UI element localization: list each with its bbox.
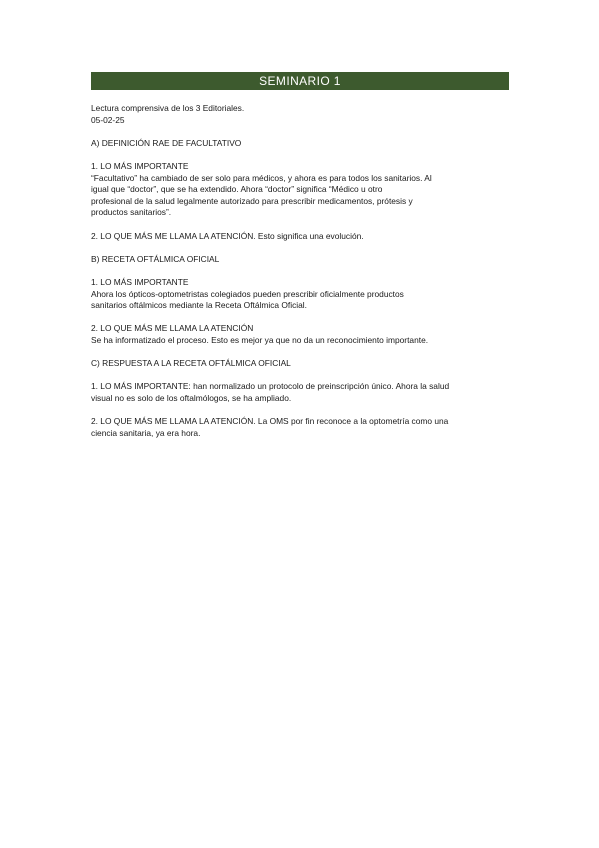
section-a-item1-line: productos sanitarios”.: [91, 207, 172, 218]
section-c-item2-line: 2. LO QUE MÁS ME LLAMA LA ATENCIÓN. La OMS por fin reconoce a la optometría como una: [91, 416, 449, 427]
section-a-item1-line: profesional de la salud legalmente autorizado para prescribir medicamentos, prótesis y: [91, 195, 413, 206]
section-b-item2-line: Se ha informatizado el proceso. Esto es mejor ya que no da un reconocimiento importante.: [91, 334, 429, 345]
intro-line: Lectura comprensiva de los 3 Editoriales.: [91, 103, 245, 113]
section-a-heading: A) DEFINICIÓN RAE DE FACULTATIVO: [91, 137, 242, 148]
section-a-item1-line: “Facultativo” ha cambiado de ser solo para médicos, y ahora es para todos los sanitarios. Al: [91, 172, 432, 183]
section-c-item1-line: visual no es solo de los oftalmólogos, se ha ampliado.: [91, 392, 292, 403]
section-c-item2-line: ciencia sanitaria, ya era hora.: [91, 427, 201, 438]
section-b-item1-line: sanitarios oftálmicos mediante la Receta Oftálmica Oficial.: [91, 300, 307, 311]
section-a-item1-heading: 1. LO MÁS IMPORTANTE: [91, 160, 189, 171]
section-c-heading: C) RESPUESTA A LA RECETA OFTÁLMICA OFICIAL: [91, 358, 291, 369]
section-a-item1-line: igual que “doctor”, que se ha extendido. Ahora “doctor” significa “Médico u otro: [91, 184, 383, 195]
section-b-heading: B) RECETA OFTÁLMICA OFICIAL: [91, 253, 220, 264]
section-a-item2-line: 2. LO QUE MÁS ME LLAMA LA ATENCIÓN. Esto significa una evolución.: [91, 230, 364, 241]
section-c-item1-line: 1. LO MÁS IMPORTANTE: han normalizado un protocolo de preinscripción único. Ahora la salud: [91, 381, 450, 392]
title-banner: [91, 72, 509, 90]
section-b-item2-heading: 2. LO QUE MÁS ME LLAMA LA ATENCIÓN: [91, 323, 254, 334]
document-body: [91, 103, 511, 439]
intro-date: 05-02-25: [91, 114, 125, 125]
page-title: SEMINARIO 1: [259, 74, 341, 88]
section-b-item1-line: Ahora los ópticos-optometristas colegiados pueden prescribir oficialmente productos: [91, 288, 404, 299]
section-b-item1-heading: 1. LO MÁS IMPORTANTE: [91, 276, 189, 287]
